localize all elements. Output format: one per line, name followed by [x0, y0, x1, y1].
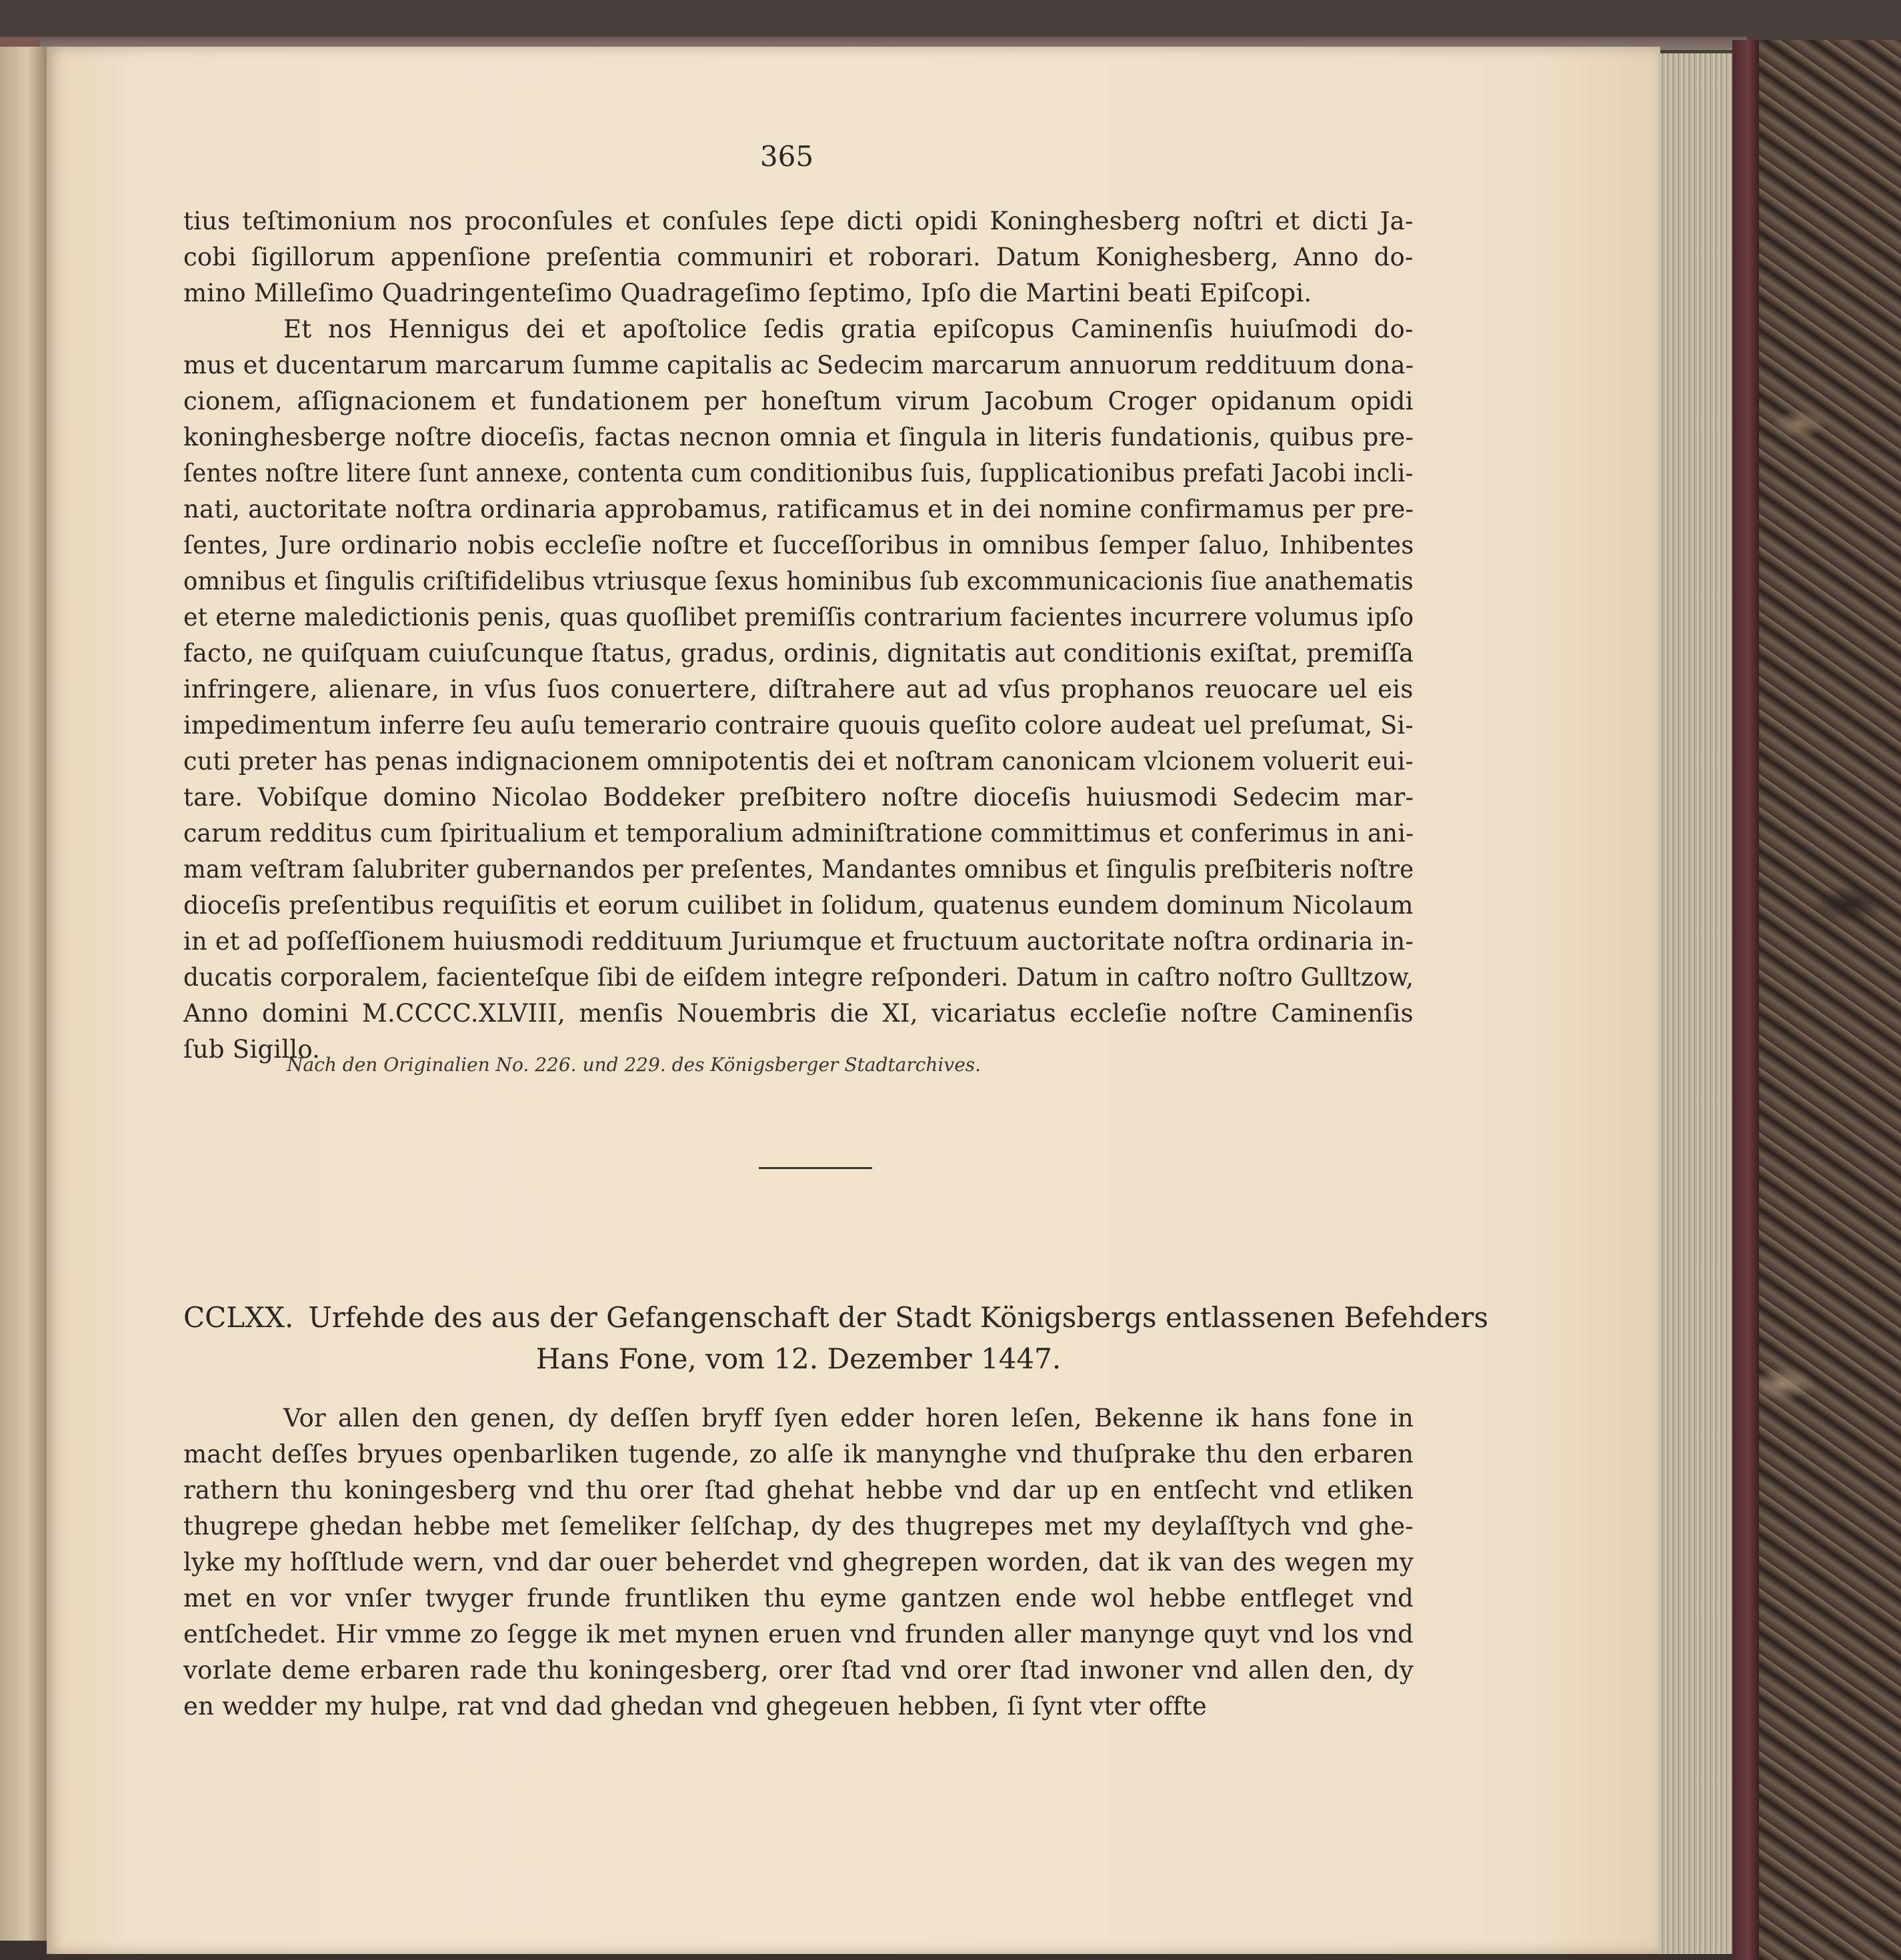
- text-line: tare. Vobiſque domino Nicolao Boddeker preſbitero noſtre dioceſis huiusmodi Sedecim mar-: [183, 783, 1414, 812]
- left-page-edge: [0, 47, 50, 1941]
- text-line: cuti preter has penas indignacionem omnipotentis dei et noſtram canonicam vlcionem voluerit eui-: [183, 747, 1414, 776]
- page-stack-edge: [1659, 53, 1732, 1954]
- text-line: tius teſtimonium nos proconſules et conſules ſepe dicti opidi Koninghesberg noſtri et dicti Ja-: [183, 207, 1414, 235]
- page-number: 365: [759, 140, 814, 173]
- text-line: dioceſis preſentibus requiſitis et eorum cuilibet in ſolidum, quatenus eundem dominum Nicolaum: [183, 891, 1414, 920]
- charter-text-block: [183, 203, 1414, 1068]
- text-line: ſub Sigillo.: [183, 1035, 321, 1064]
- heading-line-1: [183, 1297, 1489, 1338]
- heading-line-2: Hans Fone, vom 12. Dezember 1447.: [535, 1342, 1062, 1375]
- text-line: carum redditus cum ſpiritualium et temporalium adminiſtratione committimus et conferimus in ani-: [183, 819, 1414, 848]
- heading-title: Urfehde des aus der Gefangenschaft der Stadt Königsbergs entlassenen Befehders: [308, 1301, 1489, 1334]
- text-line: nati, auctoritate noſtra ordinaria approbamus, ratificamus et in dei nomine confirmamus per pre-: [183, 495, 1414, 524]
- text-line: impedimentum inferre ſeu auſu temerario contraire quouis queſito colore audeat uel preſumat, Si-: [183, 711, 1414, 740]
- urfehde-text-block: [183, 1400, 1414, 1725]
- text-line: omnibus et ſingulis criſtifidelibus vtriusque ſexus hominibus ſub excommunicacionis ſiue anathematis: [183, 567, 1414, 596]
- text-line: et eterne maledictionis penis, quas quoſlibet premiſſis contrarium facientes incurrere volumus ipſo: [183, 603, 1414, 632]
- text-line: koninghesberge noſtre dioceſis, factas necnon omnia et ſingula in literis fundationis, quibus pre-: [183, 423, 1414, 451]
- source-note: Nach den Originalien No. 226. und 229. des Königsberger Stadtarchives.: [287, 1054, 982, 1076]
- text-line: Et nos Hennigus dei et apoſtolice ſedis gratia epiſcopus Caminenſis huiuſmodi do-: [283, 315, 1414, 343]
- document-heading: [183, 1297, 1489, 1380]
- text-line: ſentes noſtre litere ſunt annexe, contenta cum conditionibus ſuis, ſupplicationibus prefati Jacobi incli-: [183, 459, 1414, 487]
- urfehde-paragraph: Vor allen den genen, dy deſſen bryff ſyen edder horen leſen, Bekenne ik hans fone in macht deſſes bryues openbarliken tugende, zo alſe ik manynghe vnd thuſprake thu den erbaren rathern thu koningesberg vnd thu orer ſtad ghehat hebbe vnd dar up en entſecht vnd etliken thugrepe ghedan hebbe met ſemeliker ſelſchap, dy des thugrepes met my deylaſſtych vnd ghe-lyke my hoſſtlude wern, vnd dar ouer beherdet vnd ghegrepen worden, dat ik van des wegen my met en vor vnſer twyger frunde fruntliken thu eyme gantzen ende wol hebbe entfleget vnd entſchedet. Hir vmme zo ſegge ik met mynen eruen vnd frunden aller manynge quyt vnd los vnd vorlate deme erbaren rade thu koningesberg, orer ſtad vnd orer ſtad inwoner vnd allen den, dy en wedder my hulpe, rat vnd dad ghedan vnd ghegeuen hebben, ſi ſynt vter offte: [183, 1404, 1414, 1721]
- section-separator: [759, 1167, 872, 1169]
- text-line: Anno domini M.CCCC.XLVIII, menſis Nouembris die XI, vicariatus eccleſie noſtre Caminenſis: [183, 999, 1414, 1028]
- text-line: cobi ſigillorum appenſione preſentia communiri et roborari. Datum Konighesberg, Anno do-: [183, 243, 1414, 271]
- document-number: CCLXX.: [183, 1301, 294, 1334]
- text-line: facto, ne quiſquam cuiuſcunque ſtatus, gradus, ordinis, dignitatis aut conditionis exiſtat, premiſſa: [183, 639, 1414, 668]
- text-line: mus et ducentarum marcarum ſumme capitalis ac Sedecim marcarum annuorum reddituum dona-: [183, 351, 1414, 379]
- text-line: in et ad poſſeſſionem huiusmodi reddituum Juriumque et fructuum auctoritate noſtra ordinaria in-: [183, 927, 1414, 956]
- text-line: infringere, alienare, in vſus ſuos conuertere, diſtrahere aut ad vſus prophanos reuocare uel eis: [183, 675, 1414, 704]
- text-line: ducatis corporalem, facienteſque ſibi de eiſdem integre reſponderi. Datum in caſtro noſtro Gulltzow,: [183, 963, 1414, 992]
- text-line: cionem, aſſignacionem et fundationem per honeſtum virum Jacobum Croger opidanum opidi: [183, 387, 1414, 415]
- text-line: mino Milleſimo Quadringenteſimo Quadrageſimo ſeptimo, Ipſo die Martini beati Epiſcopi.: [183, 279, 1312, 307]
- cover-spine: [1732, 40, 1759, 1960]
- text-line: ſentes, Jure ordinario nobis eccleſie noſtre et ſucceſſoribus in omnibus ſemper ſaluo, Inhibentes: [183, 531, 1414, 560]
- text-line: mam veſtram ſalubriter gubernandos per preſentes, Mandantes omnibus et ſingulis preſbiteris noſtre: [183, 855, 1414, 884]
